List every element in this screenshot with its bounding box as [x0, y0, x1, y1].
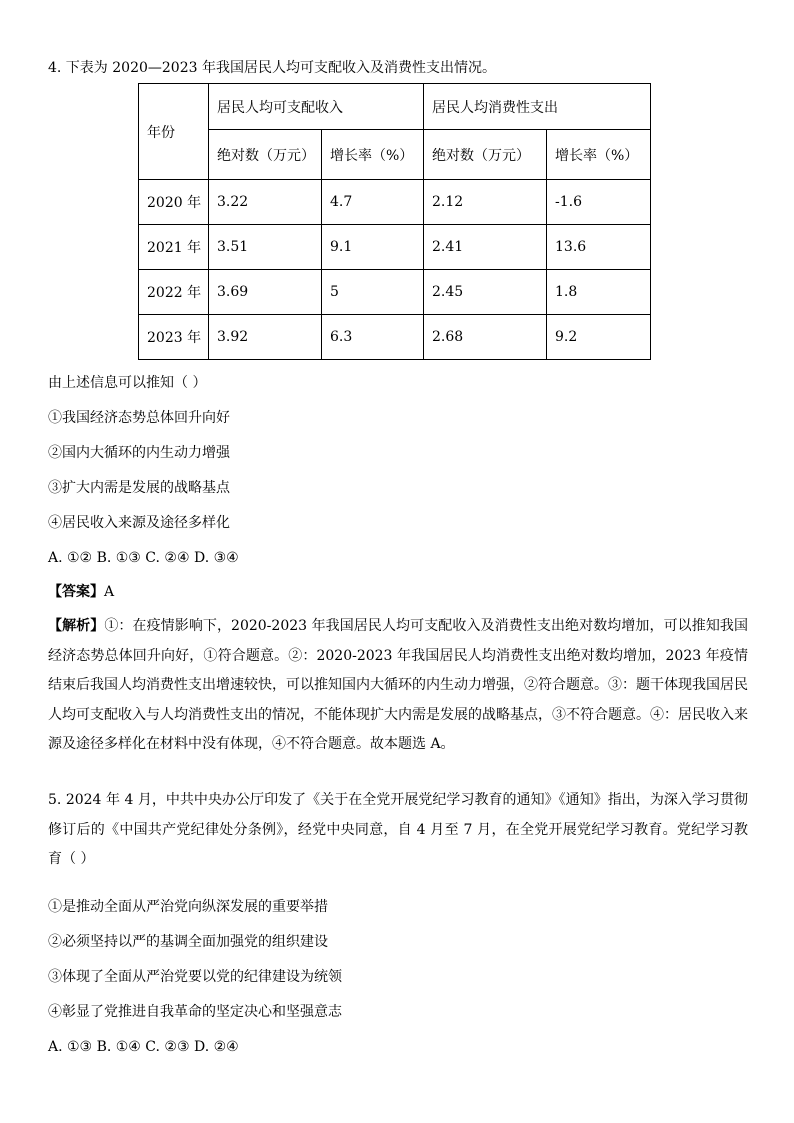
table-cell: 2.41	[424, 225, 547, 270]
question-4-stem: 4. 下表为 2020—2023 年我国居民人均可支配收入及消费性支出情况。	[48, 60, 496, 76]
year-cell: 2022 年	[139, 270, 209, 315]
answer-value: A	[104, 584, 115, 600]
table-cell: 3.69	[209, 270, 322, 315]
table-cell: 3.92	[209, 315, 322, 360]
year-cell: 2023 年	[139, 315, 209, 360]
table-subheader-row	[139, 130, 651, 180]
table-cell: 3.51	[209, 225, 322, 270]
table-cell: 5	[322, 270, 424, 315]
option-4: ④彰显了党推进自我革命的坚定决心和坚强意志	[48, 1004, 342, 1020]
analysis-paragraph	[48, 612, 748, 760]
table-cell: 4.7	[322, 180, 424, 225]
option-1: ①是推动全面从严治党向纵深发展的重要举措	[48, 899, 328, 915]
table-cell: 1.8	[547, 270, 651, 315]
expenditure-absolute-header: 绝对数（万元）	[424, 130, 547, 180]
analysis-label: 【解析】	[48, 618, 105, 634]
analysis-text: ①：在疫情影响下，2020-2023 年我国居民人均可支配收入及消费性支出绝对数均增加，可以推知我国经济态势总体回升向好，①符合题意。②：2020-2023 年我国居民人均消费性支出绝对数均增加，2023 年疫情结束后我国人均消费性支出增速较快，可以推知国内大循环的内生动力增强，②符合题意。③：题干体现我国居民人均可支配收入与人均消费性支出的情况，不能体现扩大内需是发展的战略基点，③不符合题意。④：居民收入来源及途径多样化在材料中没有体现，④不符合题意。故本题选 A。	[48, 618, 749, 752]
question-4-prompt: 由上述信息可以推知（ ）	[48, 375, 207, 391]
option-2: ②必须坚持以严的基调全面加强党的组织建设	[48, 934, 328, 950]
year-cell: 2020 年	[139, 180, 209, 225]
table-row	[139, 315, 651, 360]
option-3: ③扩大内需是发展的战略基点	[48, 480, 230, 496]
table-cell: 9.1	[322, 225, 424, 270]
answer-label: 【答案】	[48, 584, 104, 600]
table-header-row	[139, 84, 651, 130]
year-header-cell: 年份	[139, 84, 209, 180]
table-row	[139, 270, 651, 315]
table-cell: 9.2	[547, 315, 651, 360]
table-cell: -1.6	[547, 180, 651, 225]
income-group-header: 居民人均可支配收入	[209, 84, 424, 130]
option-4: ④居民收入来源及途径多样化	[48, 515, 230, 531]
answer-choices: A. ①② B. ①③ C. ②④ D. ③④	[48, 550, 239, 566]
option-3: ③体现了全面从严治党要以党的纪律建设为统领	[48, 969, 342, 985]
table-cell: 2.12	[424, 180, 547, 225]
income-expenditure-table	[138, 83, 651, 360]
answer-choices: A. ①③ B. ①④ C. ②③ D. ②④	[48, 1039, 239, 1055]
question-5-stem: 5. 2024 年 4 月，中共中央办公厅印发了《关于在全党开展党纪学习教育的通知》《通知》指出，为深入学习贯彻修订后的《中国共产党纪律处分条例》，经党中央同意，自 4 月至 7 月，在全党开展党纪学习教育。党纪学习教育（ ）	[48, 792, 748, 867]
table-cell: 13.6	[547, 225, 651, 270]
option-1: ①我国经济态势总体回升向好	[48, 410, 230, 426]
answer-line	[48, 582, 114, 602]
income-growth-header: 增长率（%）	[322, 130, 424, 180]
table-cell: 6.3	[322, 315, 424, 360]
table-cell: 2.45	[424, 270, 547, 315]
income-absolute-header: 绝对数（万元）	[209, 130, 322, 180]
table-cell: 2.68	[424, 315, 547, 360]
expenditure-growth-header: 增长率（%）	[547, 130, 651, 180]
expenditure-group-header: 居民人均消费性支出	[424, 84, 651, 130]
table-row	[139, 225, 651, 270]
table-row	[139, 180, 651, 225]
option-2: ②国内大循环的内生动力增强	[48, 445, 230, 461]
table-cell: 3.22	[209, 180, 322, 225]
year-cell: 2021 年	[139, 225, 209, 270]
